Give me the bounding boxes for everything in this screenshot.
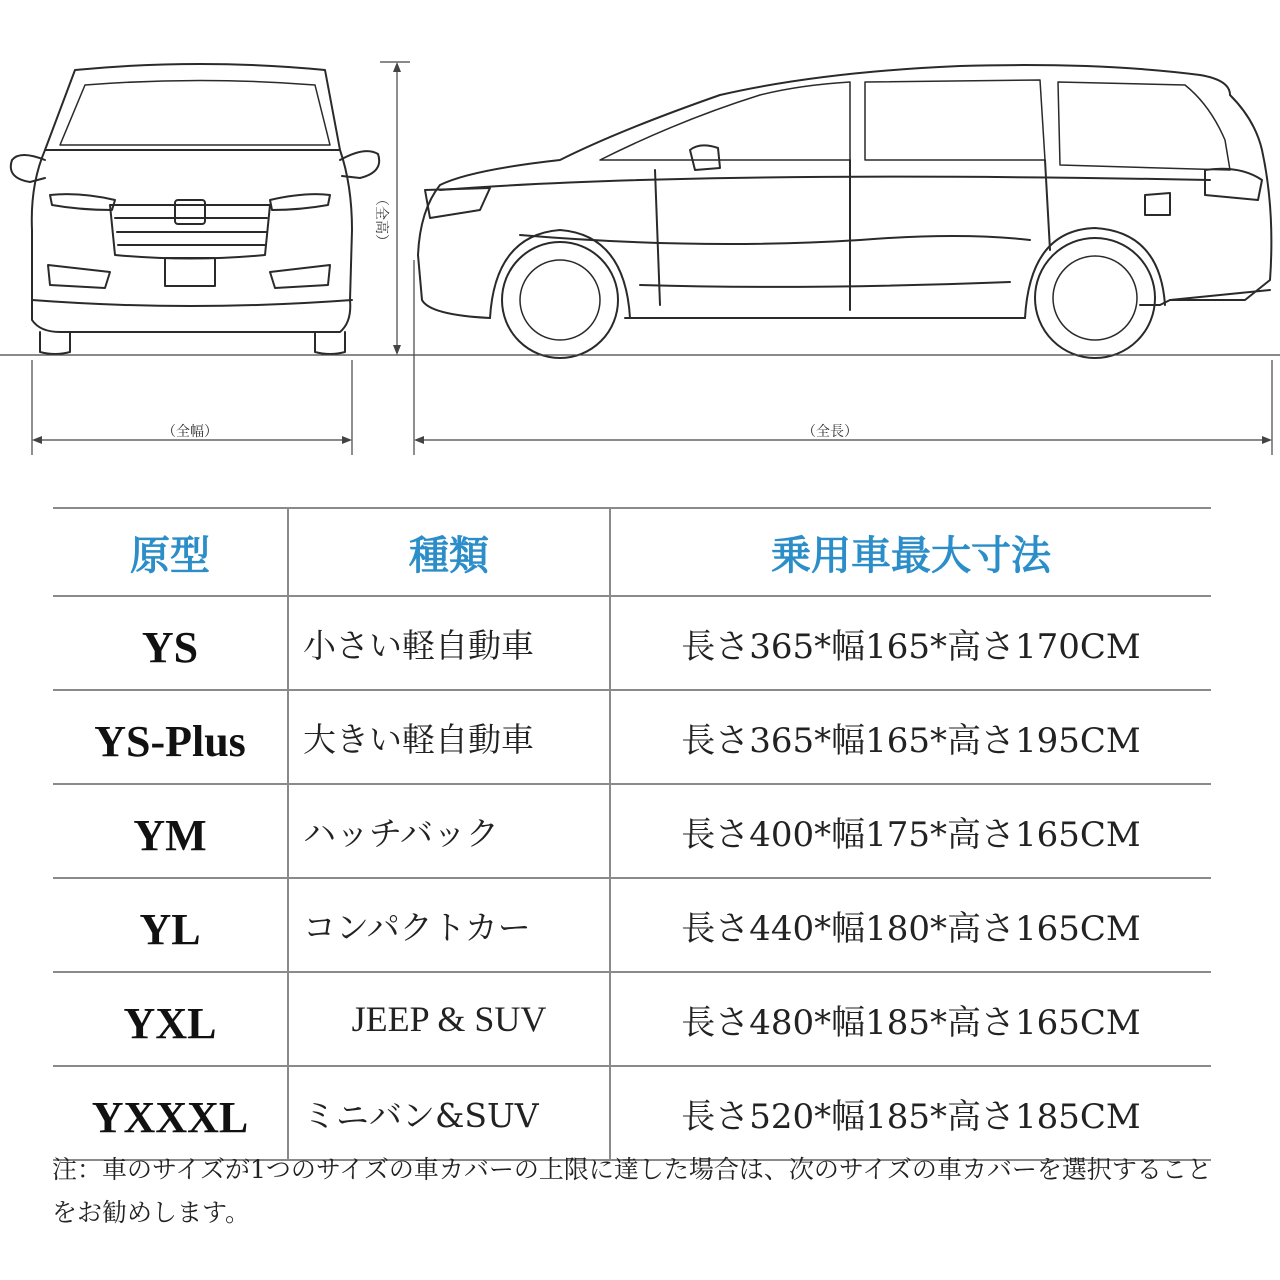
row-model: YS: [53, 596, 288, 690]
header-type: 種類: [288, 508, 610, 596]
row-type: JEEP & SUV: [288, 972, 610, 1066]
row-dimensions: 長さ365*幅165*高さ170CM: [610, 596, 1211, 690]
table-row: [53, 1066, 1211, 1160]
front-view-car-drawing: [11, 64, 379, 354]
row-dimensions: 長さ400*幅175*高さ165CM: [610, 784, 1211, 878]
side-view-car-drawing: [418, 65, 1271, 358]
table-row: [53, 596, 1211, 690]
row-type: 小さい軽自動車: [288, 596, 610, 690]
row-type: ミニバン&SUV: [288, 1066, 610, 1160]
header-max-dimensions: 乗用車最大寸法: [610, 508, 1211, 596]
row-model: YM: [53, 784, 288, 878]
table-row: [53, 690, 1211, 784]
header-model: 原型: [53, 508, 288, 596]
table-header-row: [53, 508, 1211, 596]
row-type: ハッチバック: [288, 784, 610, 878]
width-label: （全幅）: [162, 424, 218, 440]
table-row: [53, 878, 1211, 972]
row-type: コンパクトカー: [288, 878, 610, 972]
car-dimension-diagram: [0, 0, 1280, 470]
row-dimensions: 長さ440*幅180*高さ165CM: [610, 878, 1211, 972]
row-model: YS-Plus: [53, 690, 288, 784]
length-label: （全長）: [802, 424, 858, 440]
table-row: [53, 972, 1211, 1066]
row-model: YL: [53, 878, 288, 972]
row-dimensions: 長さ520*幅185*高さ185CM: [610, 1066, 1211, 1160]
table-row: [53, 784, 1211, 878]
row-dimensions: 長さ365*幅165*高さ195CM: [610, 690, 1211, 784]
size-selection-note: 注：車のサイズが1つのサイズの車カバーの上限に達した場合は、次のサイズの車カバーを選択することをお勧めします。: [52, 1155, 1212, 1227]
size-chart-table: [53, 507, 1211, 1161]
row-model: YXXXL: [53, 1066, 288, 1160]
height-label: （全高）: [373, 192, 389, 248]
row-type: 大きい軽自動車: [288, 690, 610, 784]
row-dimensions: 長さ480*幅185*高さ165CM: [610, 972, 1211, 1066]
row-model: YXL: [53, 972, 288, 1066]
